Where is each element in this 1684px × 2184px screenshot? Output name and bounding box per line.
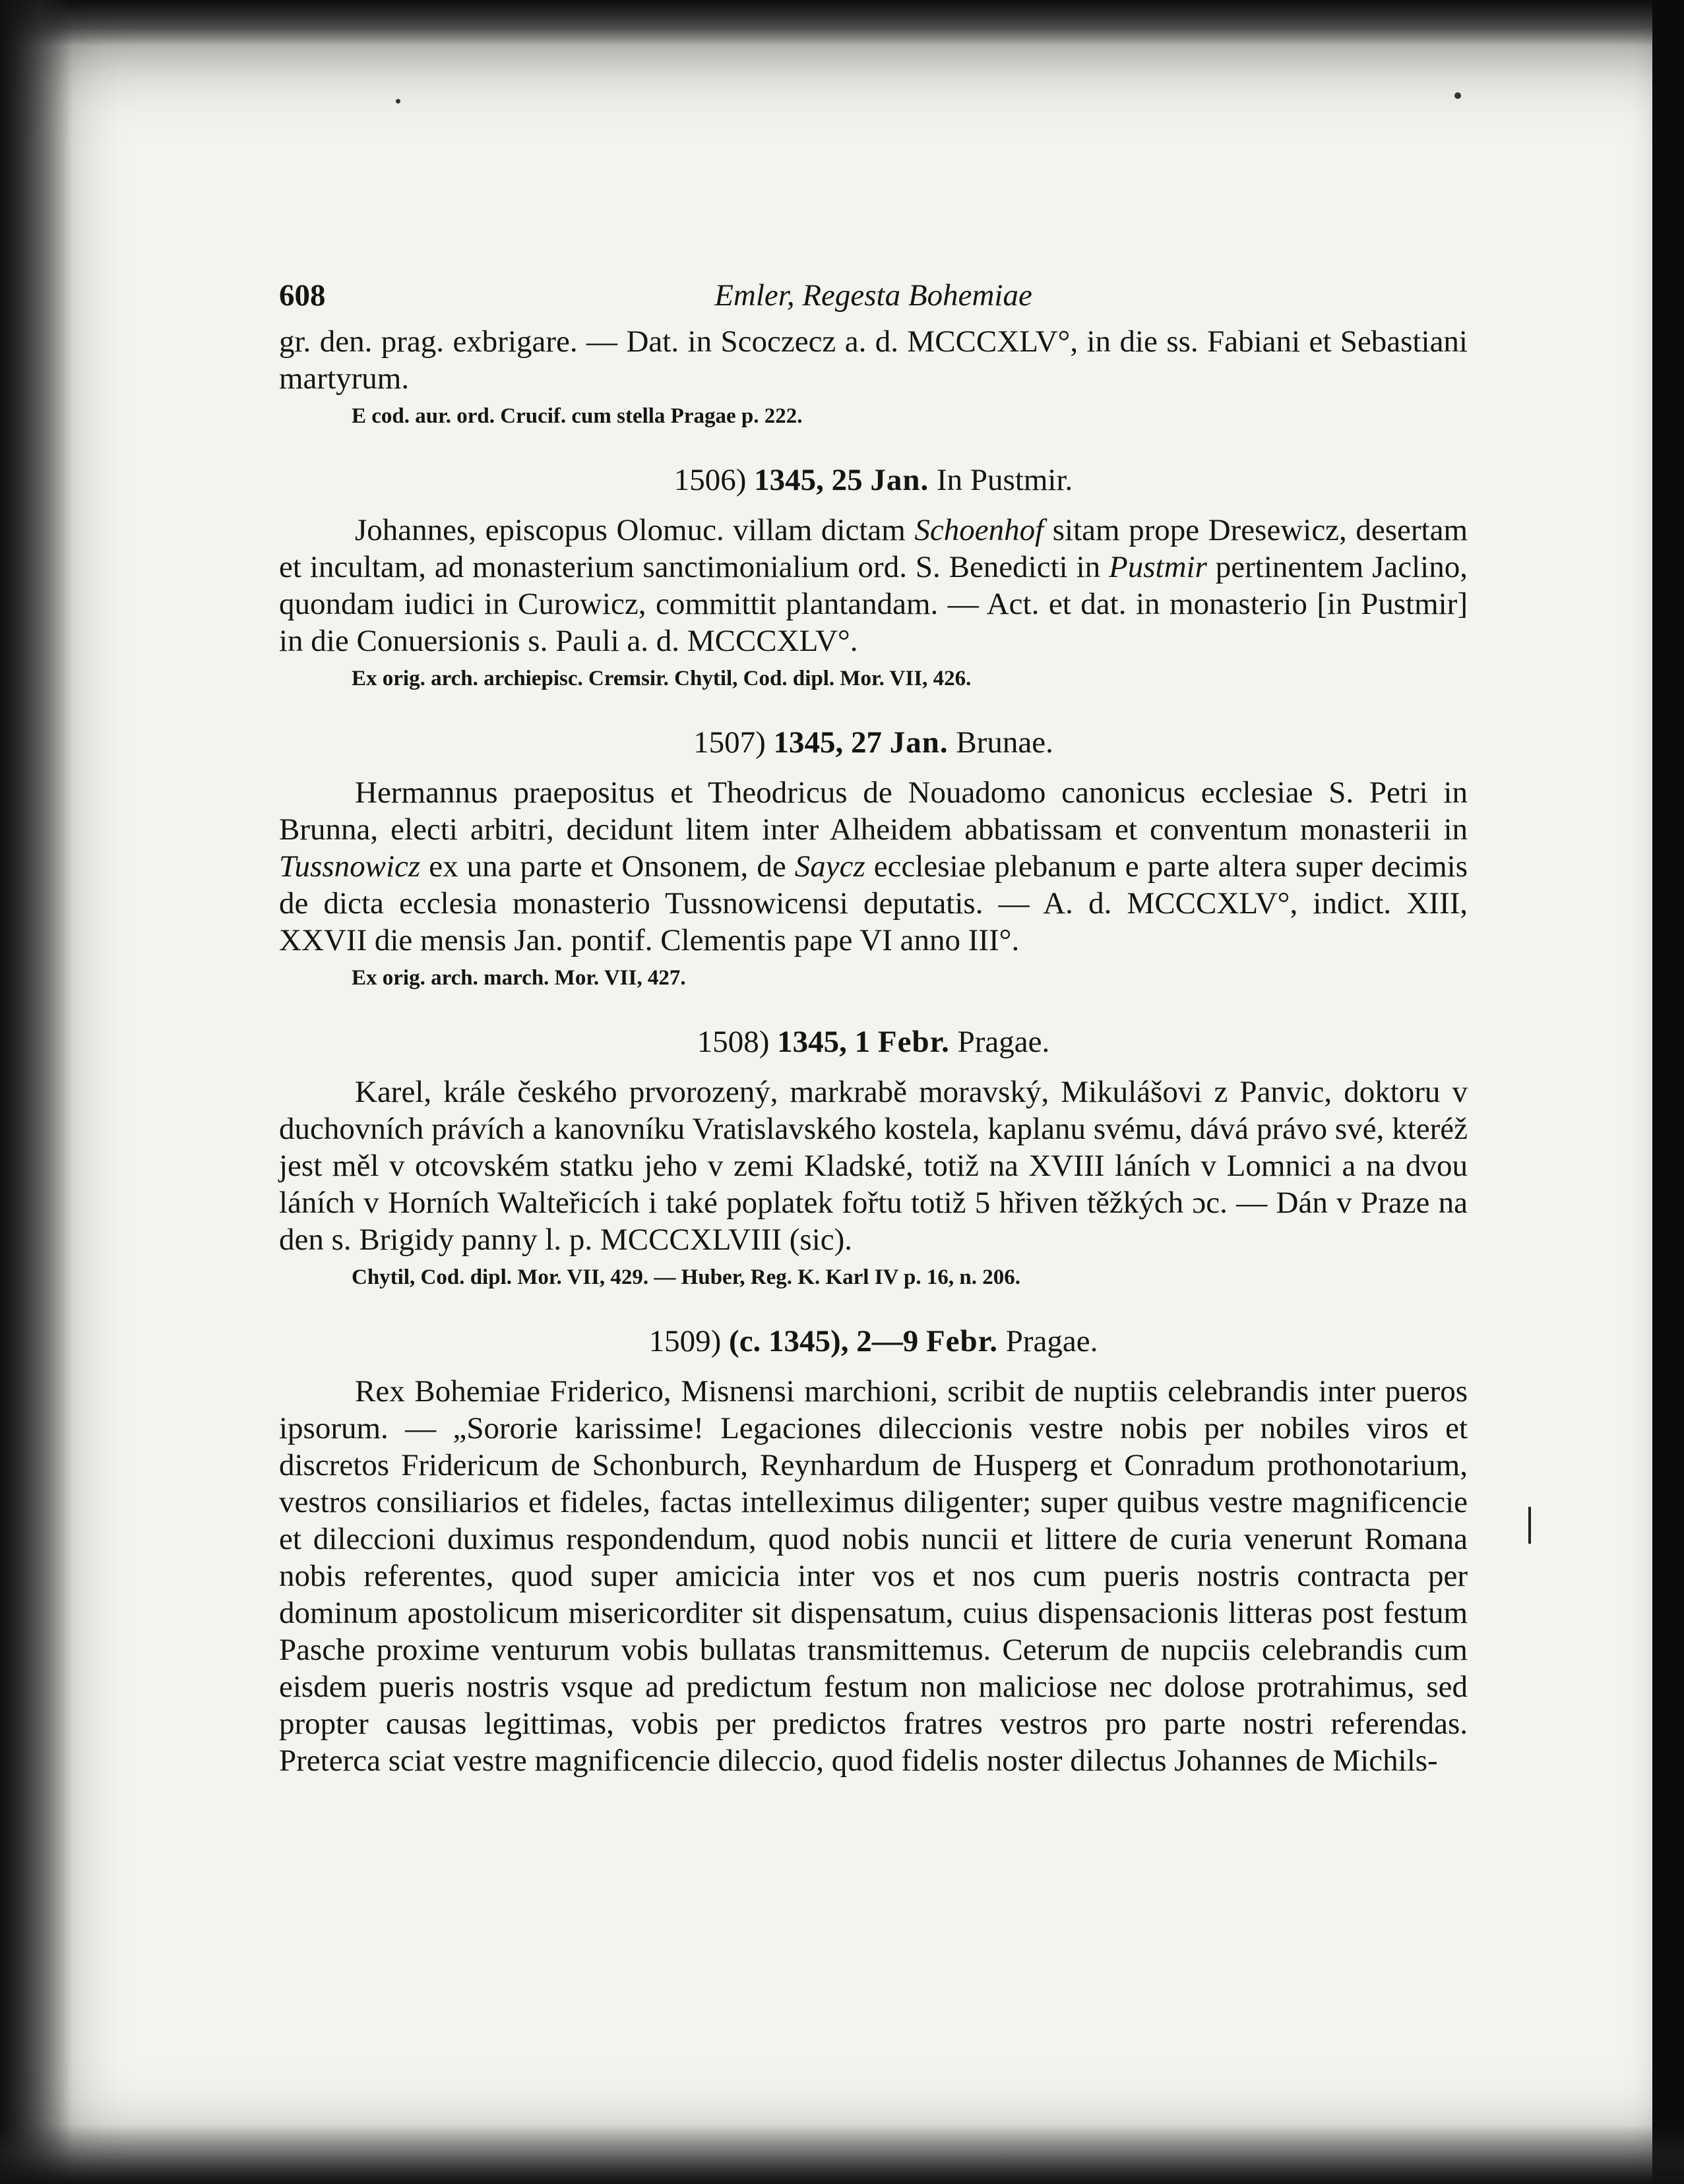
- regest-entry: [279, 1023, 1468, 1291]
- dust-speck: [396, 99, 400, 104]
- entry-date: 1345, 1: [777, 1025, 871, 1059]
- page-header: [279, 277, 1468, 323]
- entry-text: [279, 1373, 1468, 1779]
- entry-number: 1506): [673, 463, 747, 497]
- scan-border-left: [0, 0, 73, 2184]
- entry-text: [279, 1074, 1468, 1258]
- text-run: ex una parte et Onsonem, de: [420, 849, 795, 884]
- regesta-entries: [279, 323, 1468, 1779]
- entry-source: Ex orig. arch. march. Mor. VII, 427.: [352, 966, 686, 990]
- text-run: ecclesiae plebanum e parte altera super decimis de dicta ecclesia monasterio Tussnowicensi deputatis. — A. d. MCCCXLV°, indict. XIII, XXVII die mensis Jan. pontif. Clementis pape VI anno III°.: [279, 849, 1468, 957]
- entry-date: 1345, 25: [754, 463, 863, 497]
- entry-month: Jan.: [870, 463, 929, 497]
- entry-text: [279, 323, 1468, 397]
- entry-heading: [279, 724, 1468, 761]
- entry-heading: [279, 462, 1468, 499]
- running-title: Emler, Regesta Bohemiae: [714, 278, 1032, 313]
- text-run: gr. den. prag. exbrigare. — Dat. in Scoczecz a. d. MCCCXLV°, in die ss. Fabiani et Sebastiani martyrum.: [279, 324, 1468, 396]
- entry-text: [279, 774, 1468, 959]
- regest-entry: [279, 1323, 1468, 1779]
- regest-entry: [279, 323, 1468, 430]
- text-run: pertinentem Jaclino, quondam iudici in Curowicz, committit plantandam. — Act. et dat. in monasterio [in Pustmir] in die Conuersionis s. Pauli a. d. MCCCXLV°.: [279, 550, 1468, 658]
- place-name: Tussnowicz: [279, 849, 421, 884]
- entry-date: 1345, 27: [773, 725, 883, 760]
- entry-month: Febr.: [877, 1025, 950, 1059]
- entry-place: Pragae.: [1005, 1324, 1098, 1358]
- regest-entry: [279, 462, 1468, 692]
- entry-heading: [279, 1323, 1468, 1360]
- entry-place: Brunae.: [956, 725, 1053, 760]
- margin-mark: [1528, 1507, 1531, 1544]
- entry-place: In Pustmir.: [936, 463, 1073, 497]
- scan-border-bottom: [0, 2125, 1684, 2184]
- entry-heading: [279, 1023, 1468, 1060]
- entry-place: Pragae.: [957, 1025, 1050, 1059]
- page-content: [279, 277, 1468, 1779]
- text-run: Hermannus praepositus et Theodricus de Nouadomo canonicus ecclesiae S. Petri in Brunna, electi arbitri, decidunt litem inter Alheidem abbatissam et conventum monasterii in: [279, 775, 1468, 847]
- text-run: sitam prope Dresewicz, desertam et incultam, ad monasterium sanctimonialium ord. S. Benedicti in: [279, 513, 1468, 584]
- entry-date: (c. 1345), 2—9: [729, 1324, 919, 1358]
- entry-month: Febr.: [925, 1324, 998, 1358]
- place-name: Saycz: [794, 849, 865, 884]
- text-run: Karel, krále českého prvorozený, markrabě moravský, Mikulášovi z Panvic, doktoru v duchovních právích a kanovníku Vratislavského kostela, kaplanu svému, dává právo své, kteréž jest měl v otcovském statku jeho v zemi Kladské, totiž na XVIII láních v Lomnici a na dvou láních v Horních Walteřicích i také poplatek fořtu totiž 5 hřiven těžkých ɔc. — Dán v Praze na den s. Brigidy panny l. p. MCCCXLVIII (sic).: [279, 1075, 1468, 1257]
- place-name: Pustmir: [1109, 550, 1207, 584]
- place-name: Schoenhof: [914, 513, 1044, 547]
- text-run: Rex Bohemiae Friderico, Misnensi marchioni, scribit de nuptiis celebrandis inter pueros ipsorum. — „Sororie karissime! Legaciones dileccionis vestre nobis per nobiles viros et discretos Fridericum de Schonburch, Reynhardum de Husperg et Conradum prothonotarium, vestros consiliarios et fideles, factas intelleximus diligenter; super quibus vestre magnificencie et dileccioni duximus respondendum, quod nobis nuncii et littere de curia venerunt Romana nobis referentes, quod super amicicia inter vos et nos cum pueris nostris contracta per dominum apostolicum misericorditer sit dispensatum, cuius dispensacionis litteras post festum Pasche proxime venturum vobis bullatas transmittemus. Ceterum de nupciis celebrandis cum eisdem pueris nostris vsque ad predictum festum non maliciose nec dolose protrahimus, sed propter causas legittimas, vobis per predictos fratres vestros pro parte nostri referendas. Preterca sciat vestre magnificencie dileccio, quod fidelis noster dilectus Johannes de Michils-: [279, 1374, 1468, 1778]
- entry-source: Ex orig. arch. archiepisc. Cremsir. Chytil, Cod. dipl. Mor. VII, 426.: [352, 667, 972, 690]
- scan-border-right: [1652, 0, 1684, 2184]
- page-number: 608: [279, 278, 326, 313]
- scan-border-top: [0, 0, 1684, 46]
- entry-number: 1507): [693, 725, 766, 760]
- entry-number: 1509): [648, 1324, 722, 1358]
- entry-source: Chytil, Cod. dipl. Mor. VII, 429. — Huber, Reg. K. Karl IV p. 16, n. 206.: [352, 1265, 1020, 1289]
- entry-text: [279, 512, 1468, 659]
- dust-speck: [1454, 92, 1461, 99]
- text-run: Johannes, episcopus Olomuc. villam dictam: [355, 513, 915, 547]
- entry-number: 1508): [697, 1025, 770, 1059]
- entry-source: E cod. aur. ord. Crucif. cum stella Pragae p. 222.: [352, 404, 803, 428]
- regest-entry: [279, 724, 1468, 992]
- entry-month: Jan.: [889, 725, 949, 760]
